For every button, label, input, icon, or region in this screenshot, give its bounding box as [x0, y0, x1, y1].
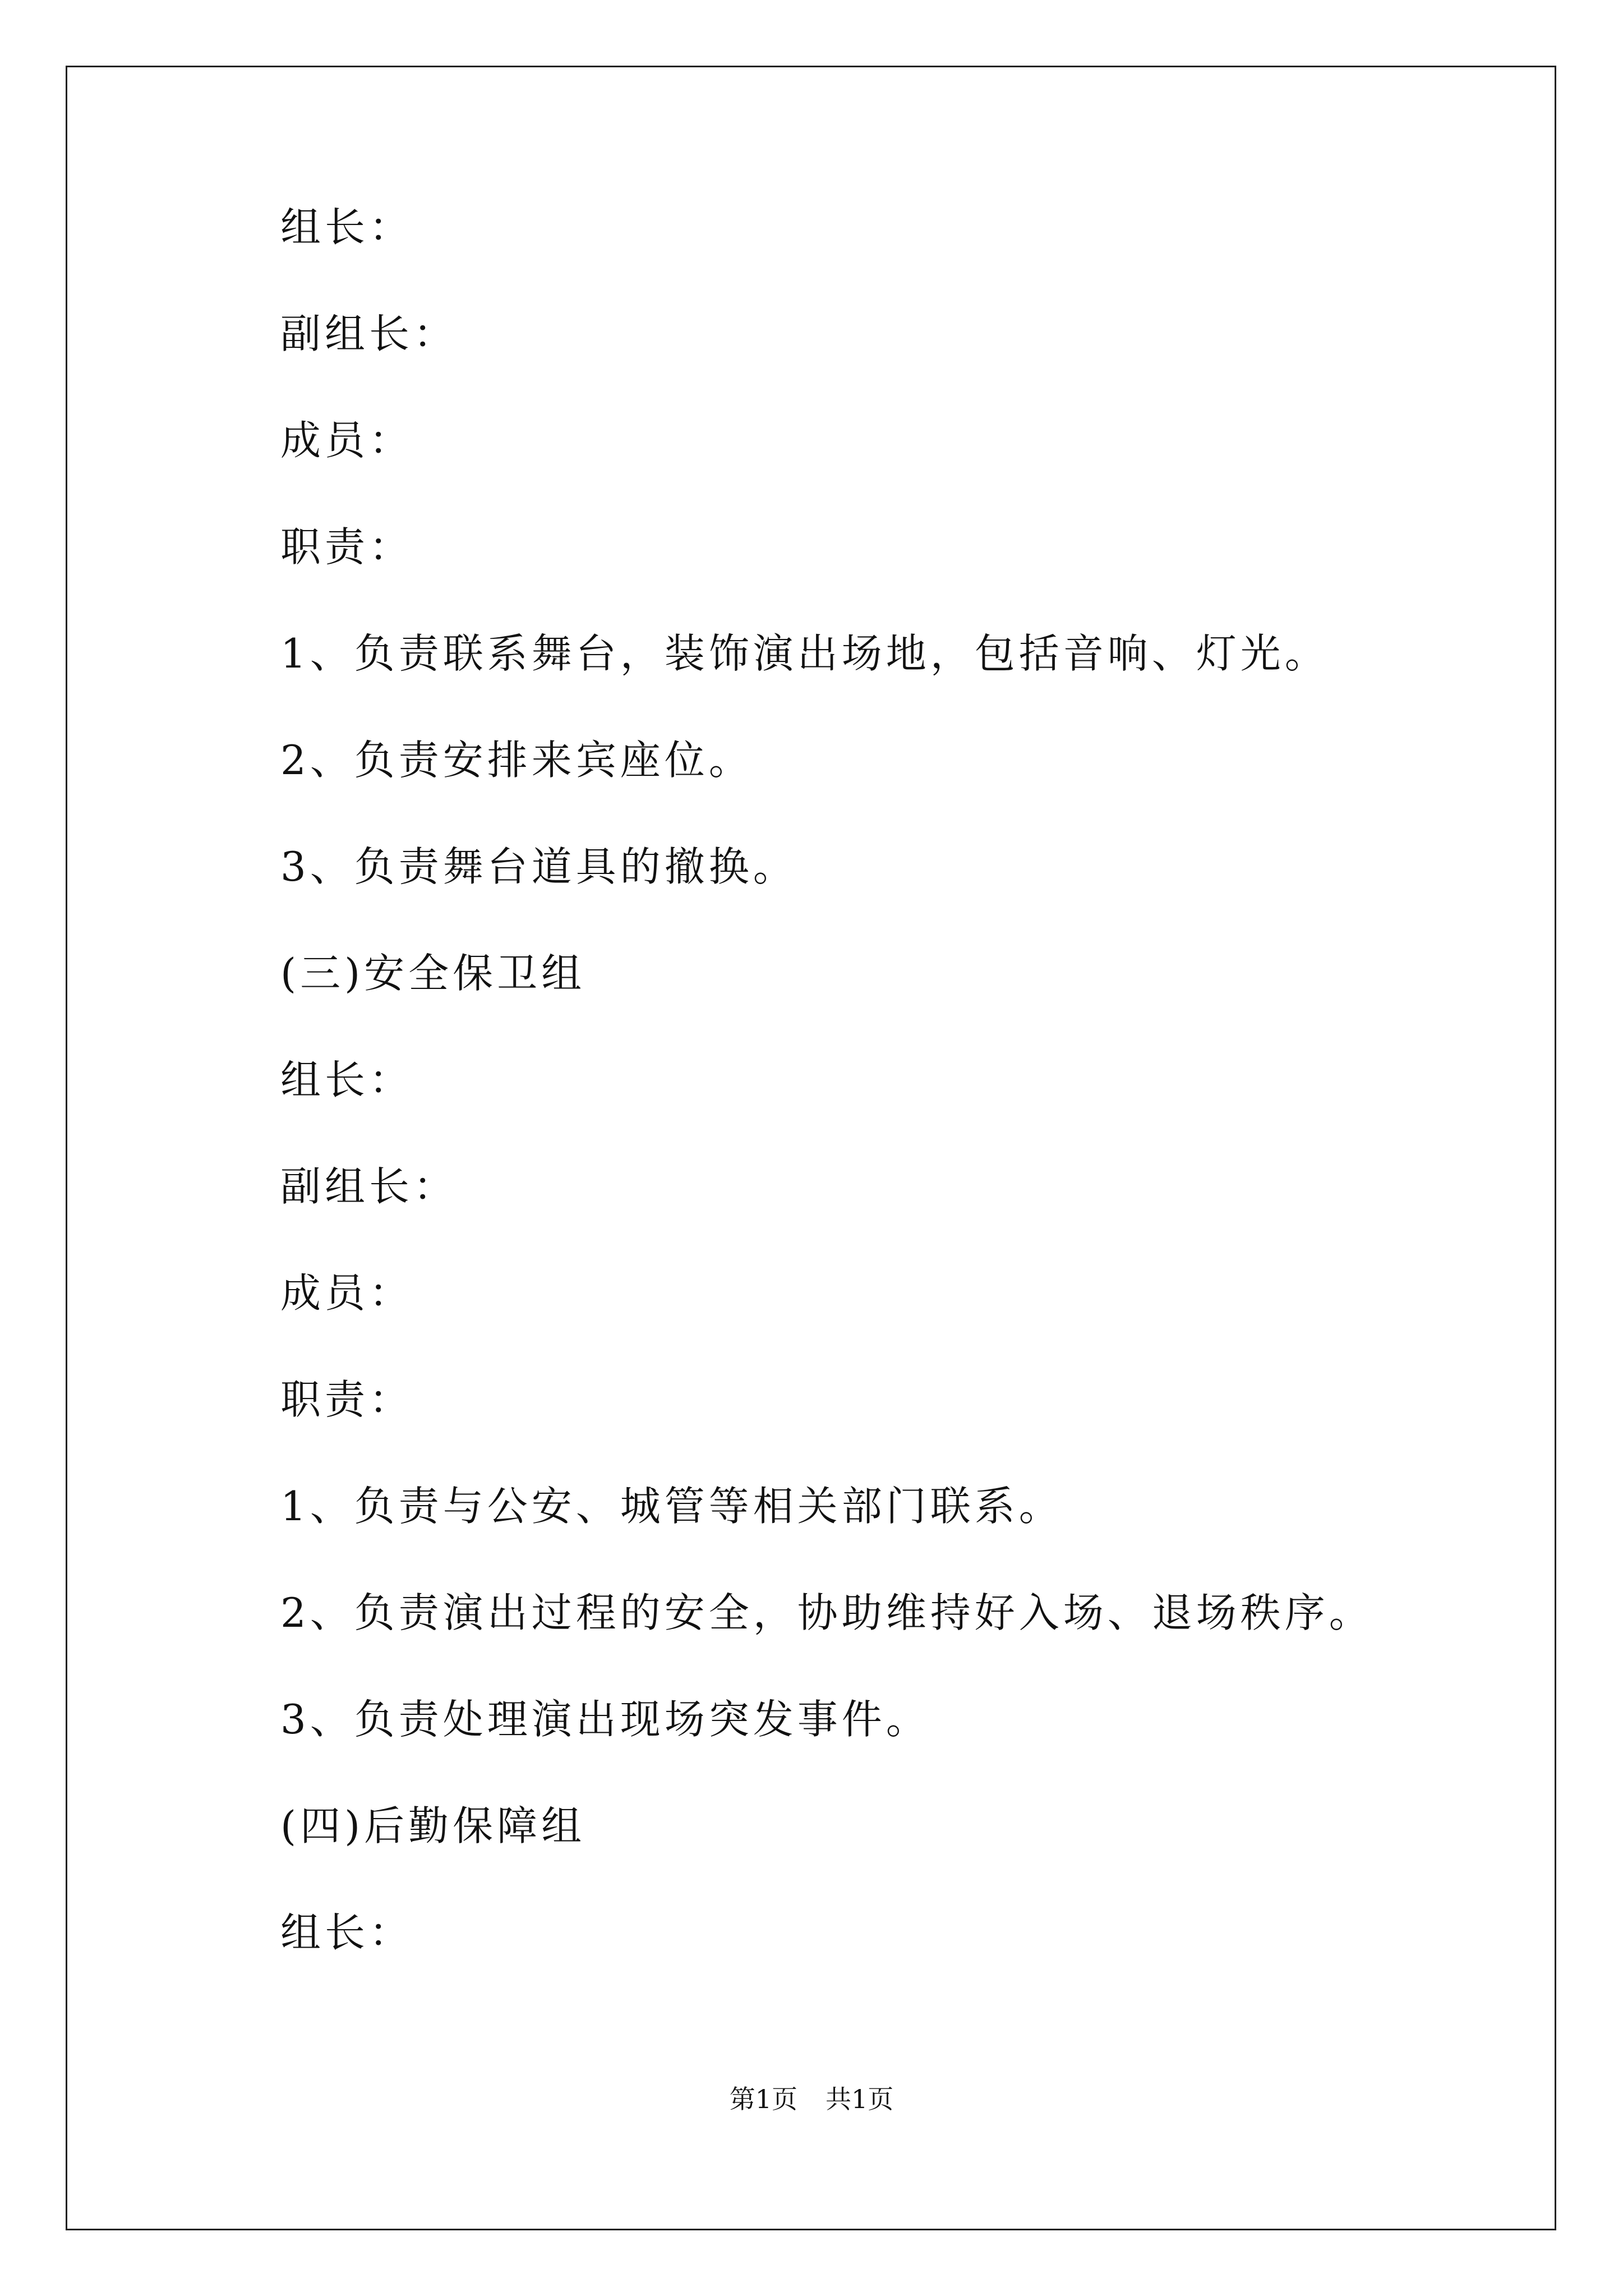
- team-leader-line: 组长：: [280, 1056, 414, 1103]
- duty-item-1: 1、负责联系舞台，装饰演出场地，包括音响、灯光。: [280, 630, 1329, 677]
- page-border: [66, 66, 1556, 2230]
- page-footer: [0, 2082, 1623, 2116]
- duty-item-1: 1、负责与公安、城管等相关部门联系。: [280, 1483, 1063, 1530]
- page-number: 第1页: [729, 2084, 797, 2114]
- duty-item-3: 3、负责舞台道具的撤换。: [280, 843, 797, 890]
- duties-line: 职责：: [280, 523, 414, 570]
- duty-item-2: 2、负责安排来宾座位。: [280, 737, 753, 784]
- members-line: 成员：: [280, 417, 414, 464]
- members-line: 成员：: [280, 1269, 414, 1317]
- deputy-leader-line: 副组长：: [280, 1163, 458, 1210]
- duty-item-3: 3、负责处理演出现场突发事件。: [280, 1696, 930, 1743]
- section-heading-security: (三)安全保卫组: [280, 950, 586, 997]
- total-pages: 共1页: [826, 2084, 894, 2114]
- duty-item-2: 2、负责演出过程的安全，协助维持好入场、退场秩序。: [280, 1589, 1373, 1636]
- team-leader-line: 组长：: [280, 1909, 414, 1956]
- team-leader-line: 组长：: [280, 204, 414, 251]
- deputy-leader-line: 副组长：: [280, 310, 458, 357]
- duties-line: 职责：: [280, 1376, 414, 1423]
- section-heading-logistics: (四)后勤保障组: [280, 1802, 586, 1849]
